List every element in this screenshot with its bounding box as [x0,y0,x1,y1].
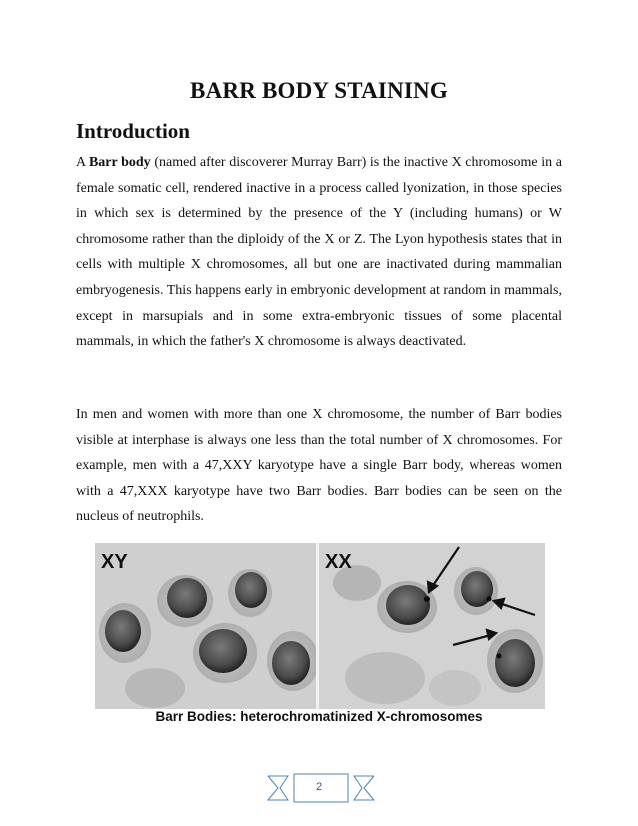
intro-paragraph-2: In men and women with more than one X chromosome, the number of Barr bodies visible at interphase is always one less than the total number of X chromosomes. For example, men with a 47,XXY karyotype have a single Barr body, whereas women with a 47,XXX karyotype have two Barr bodies. Barr bodies can be seen on the nucleus of neutrophils. [76,407,562,525]
xy-label: XY [101,551,128,573]
paragraph-body: (named after discoverer Murray Barr) is the inactive X chromosome in a female somatic cell, rendered inactive in a process called lyonization, in those species in which sex is determined by the presence of the Y (including humans) or W chromosome rather than the diploidy of the X or Z. The Lyon hypothesis states that in cells with multiple X chromosomes, all but one are inactivated during mammalian embryogenesis. This happens early in embryonic development at random in mammals, except in marsupials and in some extra-embryonic tissues of some placental mammals, in which the father's X chromosome is always deactivated. [76,155,562,350]
intro-paragraph-1 [76,150,562,355]
figure-caption: Barr Bodies: heterochromatinized X-chromosomes [155,709,483,724]
barr-body-figure [95,543,545,709]
micrograph-image [95,543,545,709]
bold-term: Barr body [88,155,151,170]
xx-label: XX [325,551,352,573]
page-title: BARR BODY STAINING [190,78,448,103]
panel-divider [316,543,319,709]
paragraph-prefix: A [76,155,89,170]
page-number: 2 [315,781,323,793]
section-heading: Introduction [76,119,190,143]
